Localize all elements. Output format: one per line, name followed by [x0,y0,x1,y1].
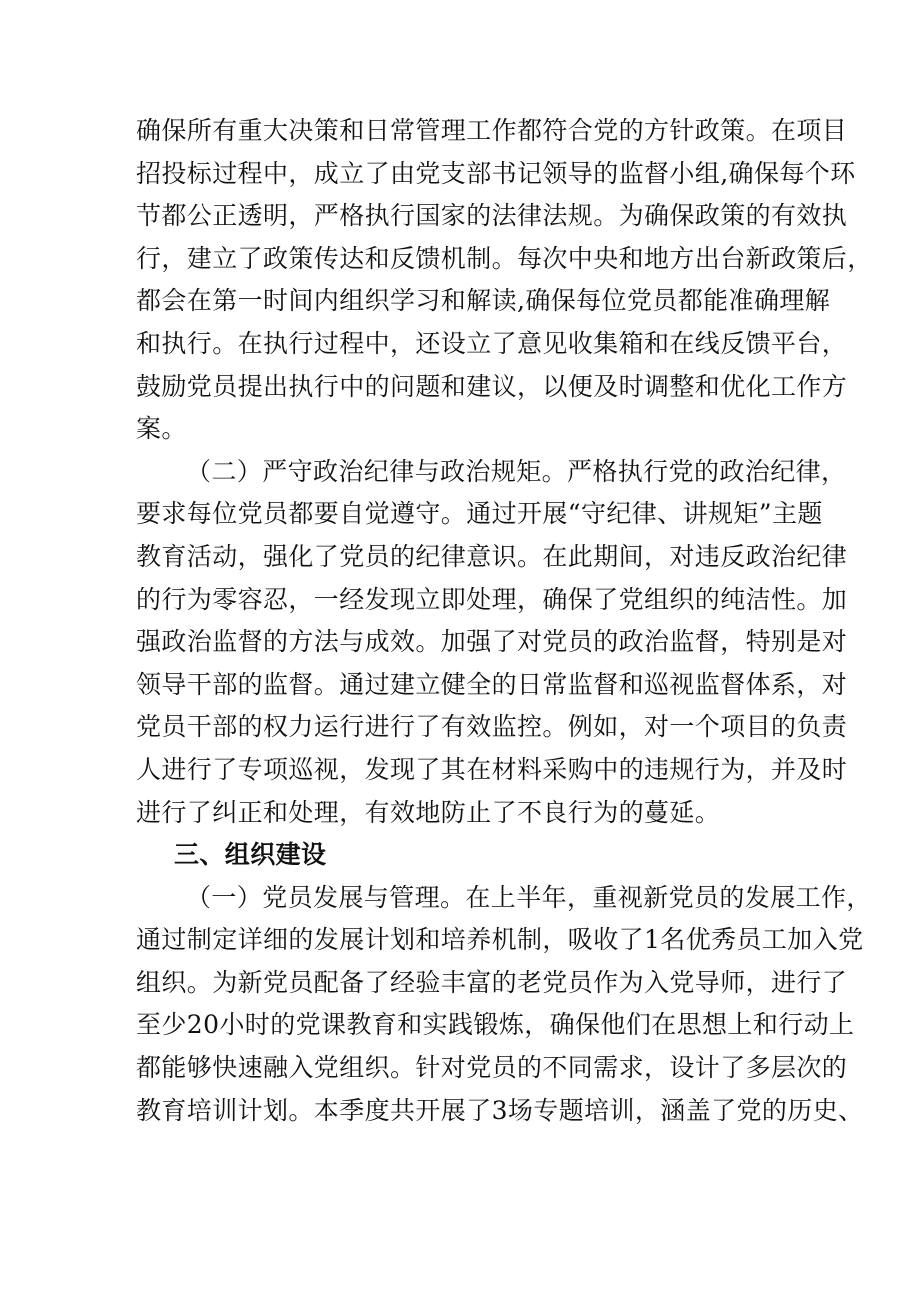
paragraph-line: 和执行。在执行过程中，还设立了意见收集箱和在线反馈平台， [136,328,848,358]
paragraph-line: 行，建立了政策传达和反馈机制。每次中央和地方出台新政策后， [136,243,873,273]
paragraph-line: 鼓励党员提出执行中的问题和建议，以便及时调整和优化工作方 [136,371,848,401]
paragraph-line: （二）严守政治纪律与政治规矩。严格执行党的政治纪律， [186,456,847,486]
paragraph-line: 教育活动，强化了党员的纪律意识。在此期间，对违反政治纪律 [136,541,848,571]
paragraph-line: 招投标过程中，成立了由党支部书记领导的监督小组,确保每个环 [136,158,856,188]
paragraph-line: 节都公正透明，严格执行国家的法律法规。为确保政策的有效执 [136,201,848,231]
paragraph-line: 强政治监督的方法与成效。加强了对党员的政治监督，特别是对 [136,627,848,657]
paragraph-line: 都能够快速融入党组织。针对党员的不同需求，设计了多层次的 [136,1053,848,1083]
paragraph-line: 党员干部的权力运行进行了有效监控。例如，对一个项目的负责 [136,712,848,742]
paragraph-line: 领导干部的监督。通过建立健全的日常监督和巡视监督体系，对 [136,669,848,699]
paragraph-line: （一）党员发展与管理。在上半年，重视新党员的发展工作， [186,882,872,912]
section-heading: 三、组织建设 [174,840,327,870]
paragraph-line: 案。 [136,414,187,444]
paragraph-line: 组织。为新党员配备了经验丰富的老党员作为入党导师，进行了 [136,967,848,997]
paragraph-line: 的行为零容忍，一经发现立即处理，确保了党组织的纯洁性。加 [136,584,848,614]
document-body [136,110,873,1132]
paragraph-line: 确保所有重大决策和日常管理工作都符合党的方针政策。在项目 [136,116,848,145]
paragraph-line: 教育培训计划。本季度共开展了3场专题培训，涵盖了党的历史、 [136,1095,864,1125]
paragraph-line: 人进行了专项巡视，发现了其在材料采购中的违规行为，并及时 [136,754,848,784]
paragraph-line: 进行了纠正和处理，有效地防止了不良行为的蔓延。 [136,797,721,827]
paragraph-line: 都会在第一时间内组织学习和解读,确保每位党员都能准确理解 [136,286,831,316]
paragraph-line: 通过制定详细的发展计划和培养机制，吸收了1名优秀员工加入党 [136,925,864,955]
paragraph-line: 至少20小时的党课教育和实践锻炼，确保他们在思想上和行动上 [136,1010,855,1040]
paragraph-line: 要求每位党员都要自觉遵守。通过开展“守纪律、讲规矩”主题 [136,499,823,529]
